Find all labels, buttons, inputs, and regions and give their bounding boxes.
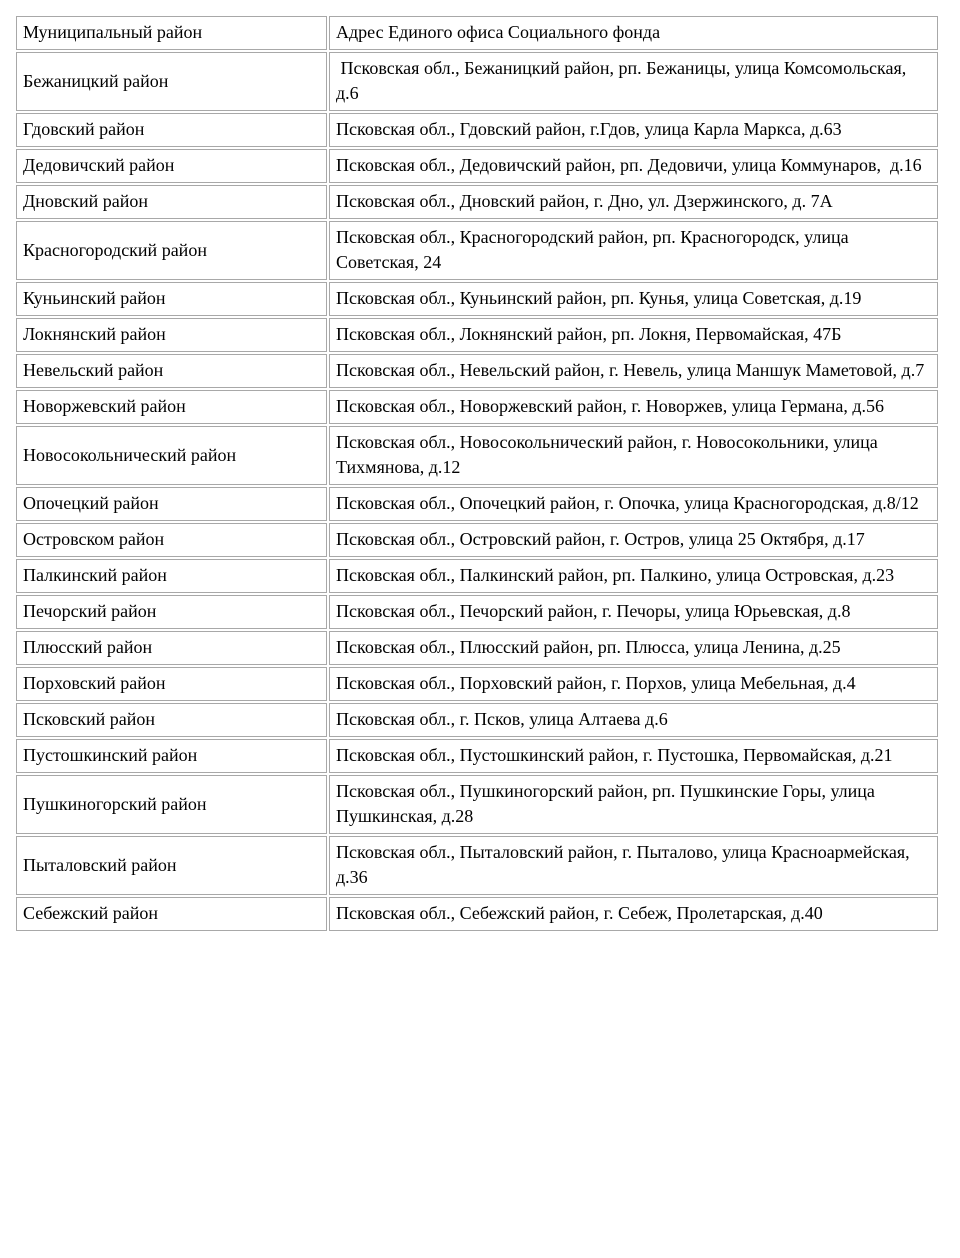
table-header-row — [16, 16, 938, 50]
office-address-cell: Псковская обл., Порховский район, г. Порхов, улица Мебельная, д.4 — [329, 667, 938, 701]
office-address-cell: Псковская обл., Гдовский район, г.Гдов, улица Карла Маркса, д.63 — [329, 113, 938, 147]
table-row — [16, 149, 938, 183]
table-row — [16, 354, 938, 388]
office-address-cell: Псковская обл., Локнянский район, рп. Локня, Первомайская, 47Б — [329, 318, 938, 352]
district-name-cell: Локнянский район — [16, 318, 327, 352]
office-address-cell: Псковская обл., Дновский район, г. Дно, ул. Дзержинского, д. 7А — [329, 185, 938, 219]
table-row — [16, 559, 938, 593]
district-name-cell: Красногородский район — [16, 221, 327, 280]
table-row — [16, 836, 938, 895]
table-row — [16, 221, 938, 280]
table-row — [16, 113, 938, 147]
district-name-cell: Бежаницкий район — [16, 52, 327, 111]
social-fund-offices-table — [14, 14, 940, 933]
office-address-cell: Псковская обл., Новоржевский район, г. Новоржев, улица Германа, д.56 — [329, 390, 938, 424]
office-address-cell: Псковская обл., г. Псков, улица Алтаева д.6 — [329, 703, 938, 737]
office-address-cell: Псковская обл., Бежаницкий район, рп. Бежаницы, улица Комсомольская, д.6 — [329, 52, 938, 111]
column-header-address: Адрес Единого офиса Социального фонда — [329, 16, 938, 50]
table-row — [16, 775, 938, 834]
table-row — [16, 390, 938, 424]
district-name-cell: Гдовский район — [16, 113, 327, 147]
district-name-cell: Невельский район — [16, 354, 327, 388]
table-row — [16, 52, 938, 111]
office-address-cell: Псковская обл., Себежский район, г. Себеж, Пролетарская, д.40 — [329, 897, 938, 931]
district-name-cell: Пушкиногорский район — [16, 775, 327, 834]
district-name-cell: Себежский район — [16, 897, 327, 931]
district-name-cell: Новоржевский район — [16, 390, 327, 424]
district-name-cell: Новосокольнический район — [16, 426, 327, 485]
district-name-cell: Дновский район — [16, 185, 327, 219]
district-name-cell: Порховский район — [16, 667, 327, 701]
district-name-cell: Опочецкий район — [16, 487, 327, 521]
office-address-cell: Псковская обл., Куньинский район, рп. Кунья, улица Советская, д.19 — [329, 282, 938, 316]
table-row — [16, 282, 938, 316]
district-name-cell: Пыталовский район — [16, 836, 327, 895]
district-name-cell: Печорский район — [16, 595, 327, 629]
table-row — [16, 523, 938, 557]
district-name-cell: Дедовичский район — [16, 149, 327, 183]
office-address-cell: Псковская обл., Пушкиногорский район, рп. Пушкинские Горы, улица Пушкинская, д.28 — [329, 775, 938, 834]
table-row — [16, 667, 938, 701]
office-address-cell: Псковская обл., Красногородский район, рп. Красногородск, улица Советская, 24 — [329, 221, 938, 280]
office-address-cell: Псковская обл., Опочецкий район, г. Опочка, улица Красногородская, д.8/12 — [329, 487, 938, 521]
office-address-cell: Псковская обл., Пустошкинский район, г. Пустошка, Первомайская, д.21 — [329, 739, 938, 773]
office-address-cell: Псковская обл., Пыталовский район, г. Пыталово, улица Красноармейская, д.36 — [329, 836, 938, 895]
table-row — [16, 897, 938, 931]
table-body — [16, 16, 938, 931]
table-row — [16, 595, 938, 629]
district-name-cell: Палкинский район — [16, 559, 327, 593]
office-address-cell: Псковская обл., Палкинский район, рп. Палкино, улица Островская, д.23 — [329, 559, 938, 593]
district-name-cell: Пустошкинский район — [16, 739, 327, 773]
table-row — [16, 487, 938, 521]
column-header-district: Муниципальный район — [16, 16, 327, 50]
district-name-cell: Псковский район — [16, 703, 327, 737]
office-address-cell: Псковская обл., Плюсский район, рп. Плюсса, улица Ленина, д.25 — [329, 631, 938, 665]
table-row — [16, 318, 938, 352]
district-name-cell: Плюсский район — [16, 631, 327, 665]
table-row — [16, 739, 938, 773]
office-address-cell: Псковская обл., Новосокольнический район, г. Новосокольники, улица Тихмянова, д.12 — [329, 426, 938, 485]
table-row — [16, 185, 938, 219]
office-address-cell: Псковская обл., Дедовичский район, рп. Дедовичи, улица Коммунаров, д.16 — [329, 149, 938, 183]
office-address-cell: Псковская обл., Невельский район, г. Невель, улица Маншук Маметовой, д.7 — [329, 354, 938, 388]
table-row — [16, 631, 938, 665]
office-address-cell: Псковская обл., Островский район, г. Остров, улица 25 Октября, д.17 — [329, 523, 938, 557]
office-address-cell: Псковская обл., Печорский район, г. Печоры, улица Юрьевская, д.8 — [329, 595, 938, 629]
district-name-cell: Островском район — [16, 523, 327, 557]
table-row — [16, 426, 938, 485]
table-row — [16, 703, 938, 737]
district-name-cell: Куньинский район — [16, 282, 327, 316]
